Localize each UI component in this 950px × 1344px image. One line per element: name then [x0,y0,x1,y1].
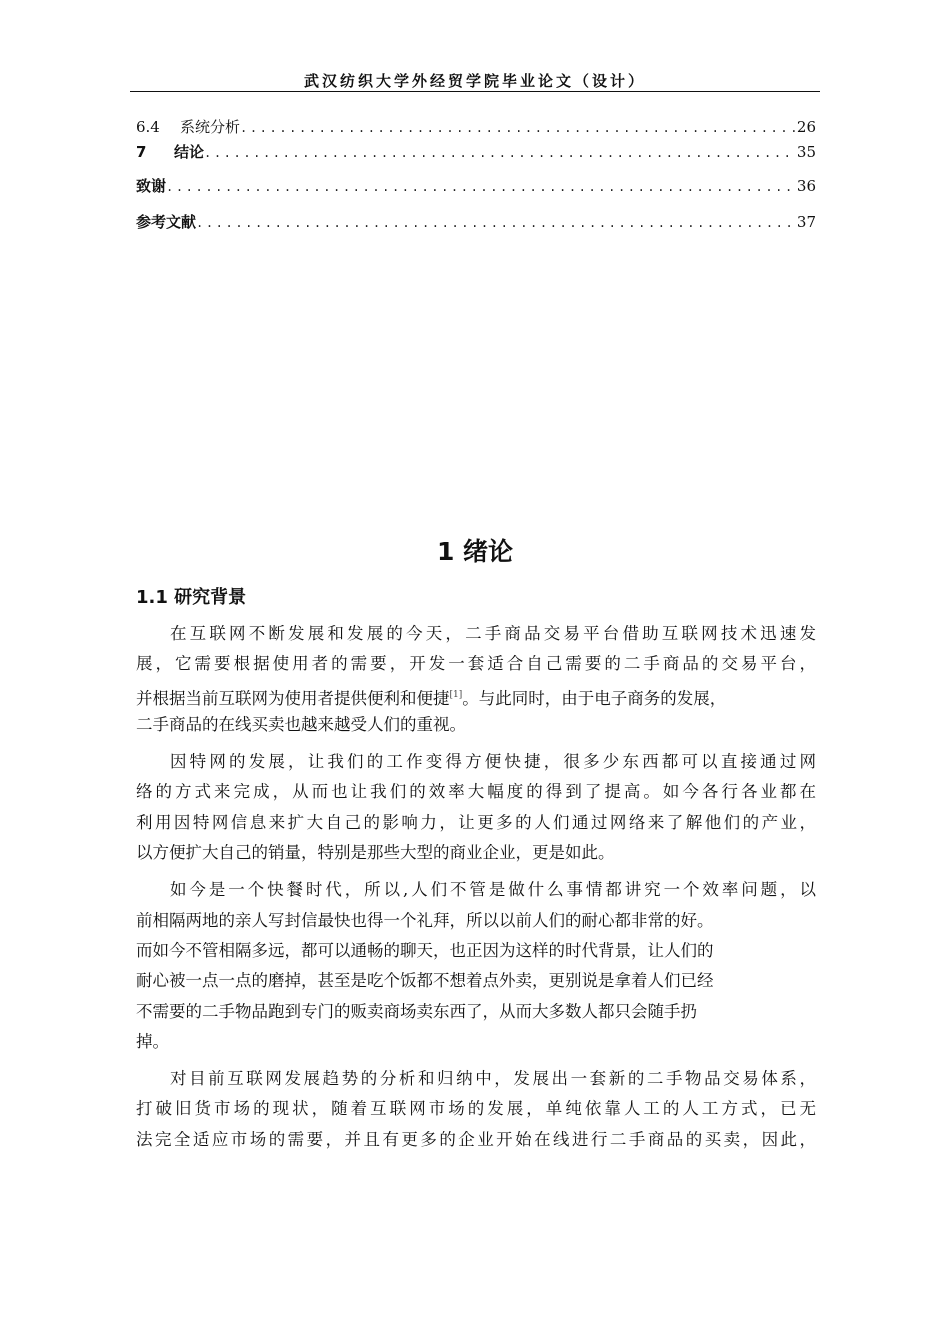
toc-leader-dots [204,146,795,160]
table-of-contents [136,116,816,241]
text-line: 并根据当前互联网为使用者提供便利和便捷[1]。与此同时，由于电子商务的发展， [136,688,727,708]
toc-entry[interactable] [136,141,816,175]
toc-page-number: 26 [796,118,816,136]
text-line: 络的方式来完成，从而也让我们的效率大幅度的得到了提高。如今各行各业都在 [136,782,816,802]
toc-leader-dots [240,121,795,135]
paragraph [136,1064,816,1155]
citation-ref[interactable]: [1] [449,689,463,700]
text-line: 掉。 [136,1031,169,1051]
paragraph [136,747,816,868]
text-line: 不需要的二手物品跑到专门的贩卖商场卖东西了，从而大多数人都只会随手扔 [136,1001,697,1021]
toc-leader-dots [196,216,795,230]
body-text [136,619,816,1155]
text-line: 对目前互联网发展趋势的分析和归纳中，发展出一套新的二手物品交易体系， [170,1069,816,1089]
toc-page-number: 37 [796,213,816,231]
running-header: 武汉纺织大学外经贸学院毕业论文（设计） [303,72,646,90]
section-title: 1.1 研究背景 [136,587,247,608]
text-line: 前相隔两地的亲人写封信最快也得一个礼拜，所以以前人们的耐心都非常的好。 [136,910,714,930]
toc-entry-label: 参考文献 [136,213,197,231]
text-line: 打破旧货市场的现状，随着互联网市场的发展，单纯依靠人工的人工方式，已无 [136,1099,816,1119]
text-line: 而如今不管相隔多远，都可以通畅的聊天，也正因为这样的时代背景，让人们的 [136,940,714,960]
toc-page-number: 36 [796,177,816,195]
chapter-title: 1 绪论 [436,537,514,566]
text-line: 以方便扩大自己的销量，特别是那些大型的商业企业，更是如此。 [136,843,615,863]
paragraph [136,619,816,740]
toc-entry[interactable] [136,175,816,211]
text-line: 利用因特网信息来扩大自己的影响力，让更多的人们通过网络来了解他们的产业， [136,812,816,832]
text-line: 因特网的发展，让我们的工作变得方便快捷，很多少东西都可以直接通过网 [170,752,816,772]
text-line: 法完全适应市场的需要，并且有更多的企业开始在线进行二手商品的买卖，因此， [136,1129,816,1149]
toc-entry-label: 6.4 系统分析 [136,118,241,136]
text-line: 如今是一个快餐时代，所以,人们不管是做什么事情都讲究一个效率问题，以 [170,880,816,900]
toc-page-number: 35 [796,143,816,161]
header-rule [130,91,820,92]
text-line: 在互联网不断发展和发展的今天，二手商品交易平台借助互联网技术迅速发 [170,624,816,643]
toc-entry[interactable] [136,116,816,141]
text-line: 展，它需要根据使用者的需要，开发一套适合自己需要的二手商品的交易平台， [136,654,816,674]
toc-entry-label: 7 结论 [136,143,205,161]
toc-entry[interactable] [136,211,816,241]
toc-entry-label: 致谢 [136,177,167,195]
text-line: 二手商品的在线买卖也越来越受人们的重视。 [136,714,466,734]
paragraph [136,875,816,1057]
text-line: 耐心被一点一点的磨掉，甚至是吃个饭都不想着点外卖，更别说是拿着人们已经 [136,971,714,991]
toc-leader-dots [166,180,795,194]
